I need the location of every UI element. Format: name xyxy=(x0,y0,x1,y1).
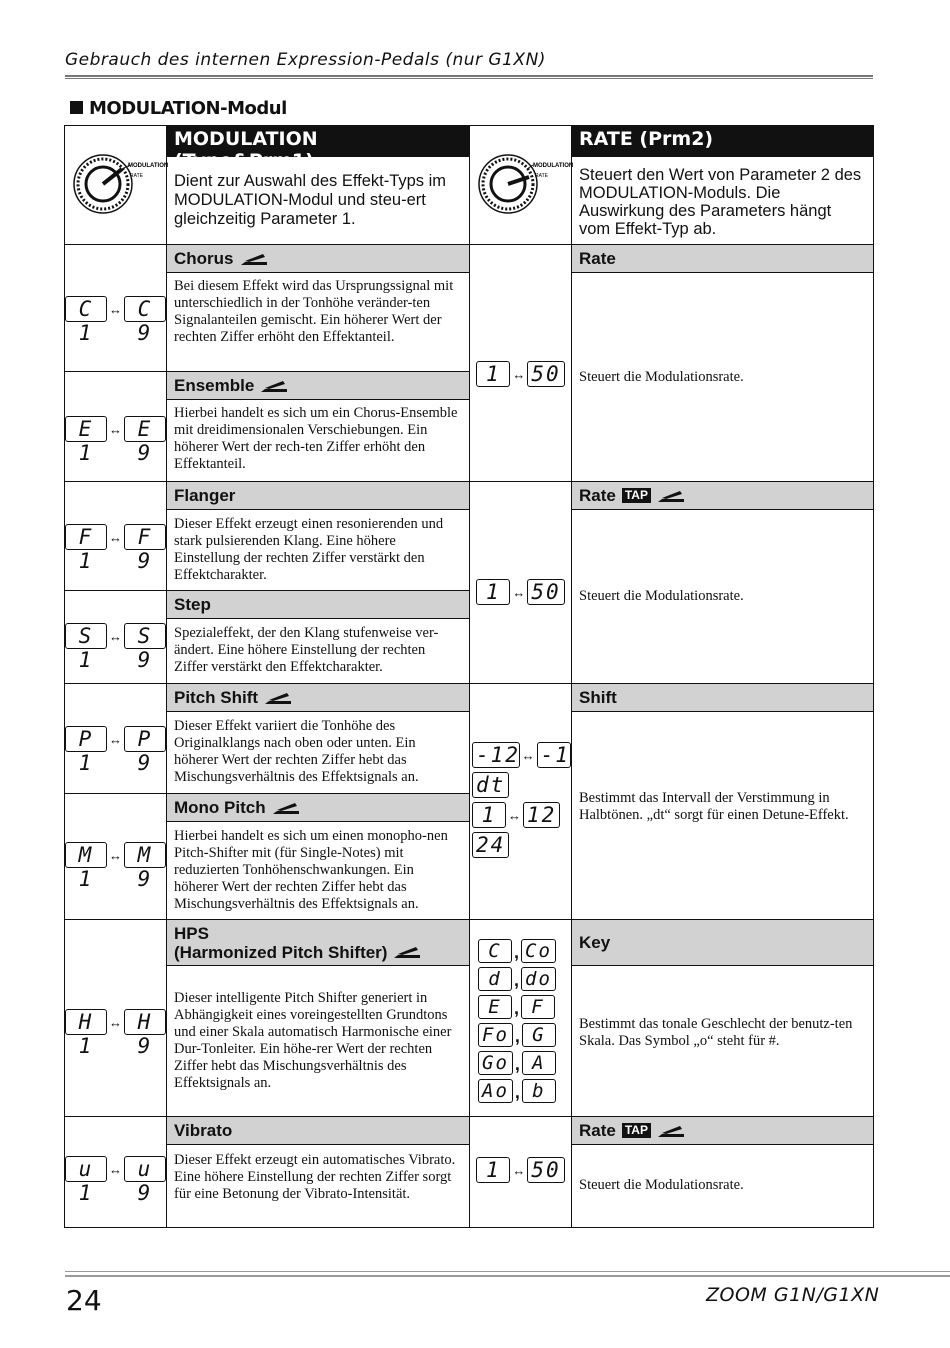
effect-desc-step: Spezialeffekt, der den Klang stufenweise ver-ändert. Eine höhere Einstellung der rechten Ziffer verstärkt den Effektcharakter. xyxy=(174,625,439,675)
svg-text:RATE: RATE xyxy=(130,173,143,179)
section-heading: MODULATION-Modul xyxy=(70,98,287,119)
pedal-icon xyxy=(656,488,686,504)
key-row: E , F xyxy=(478,995,571,1019)
footer-rule xyxy=(65,1271,950,1272)
effect-range-ensemble: E 1 ↔ E 9 xyxy=(65,416,166,442)
key-row: Ao , b xyxy=(478,1079,571,1103)
param-key-list xyxy=(472,939,571,1103)
svg-text:MODULATION: MODULATION xyxy=(533,163,574,169)
header-rule xyxy=(65,75,873,77)
key-row: C , Co xyxy=(478,939,571,963)
double-arrow-icon: ↔ xyxy=(109,421,122,437)
svg-text:RATE: RATE xyxy=(535,173,548,179)
param-desc-shift: Bestimmt das Intervall der Verstimmung in Halbtönen. „dt“ sorgt für einen Detune-Effekt. xyxy=(579,790,849,823)
key-row: d , do xyxy=(478,967,571,991)
effect-name-ensemble: Ensemble xyxy=(167,372,469,400)
effect-name-step: Step xyxy=(167,591,469,619)
pedal-icon xyxy=(263,690,293,706)
double-arrow-icon: ↔ xyxy=(521,747,535,763)
svg-text:MODULATION: MODULATION xyxy=(128,163,169,169)
pedal-icon xyxy=(259,378,289,394)
double-arrow-icon: ↔ xyxy=(109,529,122,545)
key-row: Fo , G xyxy=(478,1023,571,1047)
double-arrow-icon: ↔ xyxy=(512,1162,526,1178)
double-arrow-icon: ↔ xyxy=(512,366,526,382)
rate-knob-icon xyxy=(477,153,574,215)
footer-brand: ZOOM G1N/G1XN xyxy=(706,1284,880,1306)
effect-range-hps: H 1 ↔ H 9 xyxy=(65,1009,166,1035)
header-rule-thin xyxy=(65,78,873,79)
effect-desc-vibrato: Dieser Effekt erzeugt ein automatisches Vibrato. Eine höhere Einstellung der rechten Ziffer sorgt für eine Betonung der Vibrato-Intensität. xyxy=(174,1152,456,1202)
col-left-desc: Dient zur Auswahl des Effekt-Typs im MODULATION-Modul und steu-ert gleichzeitig Parameter 1. xyxy=(174,172,447,228)
pedal-icon xyxy=(271,800,301,816)
double-arrow-icon: ↔ xyxy=(508,807,521,823)
tap-badge: TAP xyxy=(622,488,651,503)
param-desc-key: Bestimmt das tonale Geschlecht der benutz-ten Skala. Das Symbol „o“ steht für #. xyxy=(579,1016,853,1049)
param-desc-rate-3: Steuert die Modulationsrate. xyxy=(579,1177,744,1193)
double-arrow-icon: ↔ xyxy=(109,628,122,644)
param-range-rate: 1 ↔ 50 xyxy=(470,360,571,388)
effect-range-flanger: F 1 ↔ F 9 xyxy=(65,524,166,550)
param-desc-rate-2: Steuert die Modulationsrate. xyxy=(579,588,744,604)
param-desc-rate: Steuert die Modulationsrate. xyxy=(579,369,744,385)
key-row: Go , A xyxy=(478,1051,571,1075)
effect-name-vibrato: Vibrato xyxy=(167,1117,469,1145)
effect-desc-flanger: Dieser Effekt erzeugt einen resonierenden und stark pulsierenden Klang. Eine höhere Einstellung der rechten Ziffer verstärkt den Effektcharakter. xyxy=(174,516,444,583)
double-arrow-icon: ↔ xyxy=(109,731,122,747)
effect-desc-hps: Dieser intelligente Pitch Shifter generiert in Abhängigkeit eines voreingestellten Grundtons und einer Skala automatisch Harmonische einer Dur-Tonleiter. Ein höhe-rer Wert der rechten Ziffer hebt das Mischungsverhältnis des Effektsignals an. xyxy=(174,990,452,1091)
effect-range-pitch-shift: P 1 ↔ P 9 xyxy=(65,726,166,752)
bullet-square-icon xyxy=(70,101,83,114)
effect-range-step: S 1 ↔ S 9 xyxy=(65,623,166,649)
col-divider-3 xyxy=(571,125,572,1228)
effect-desc-ensemble: Hierbei handelt es sich um ein Chorus-Ensemble mit dreidimensionalen Verschiebungen. Ein höherer Wert der rech-ten Ziffer erhöht den Effektanteil. xyxy=(174,405,458,472)
col-left-title: MODULATION (Type&Prm1) xyxy=(167,126,469,157)
param-name-shift: Shift xyxy=(572,684,873,712)
param-name-rate-tap: Rate TAP xyxy=(572,482,873,510)
col-divider-2 xyxy=(469,125,470,1228)
param-name-key: Key xyxy=(572,920,873,966)
effect-name-hps: HPS (Harmonized Pitch Shifter) xyxy=(167,920,469,966)
param-name-rate-tap-2: Rate TAP xyxy=(572,1117,873,1145)
page-number: 24 xyxy=(66,1284,102,1317)
effect-range-chorus: C 1 ↔ C 9 xyxy=(65,296,166,322)
effect-name-chorus: Chorus xyxy=(167,245,469,273)
param-range-rate-2: 1 ↔ 50 xyxy=(470,578,571,606)
double-arrow-icon: ↔ xyxy=(109,1014,122,1030)
effect-range-mono-pitch: M 1 ↔ M 9 xyxy=(65,842,166,868)
double-arrow-icon: ↔ xyxy=(109,1161,122,1177)
effect-name-flanger: Flanger xyxy=(167,482,469,510)
tap-badge: TAP xyxy=(622,1123,651,1138)
double-arrow-icon: ↔ xyxy=(109,847,122,863)
effect-name-mono-pitch: Mono Pitch xyxy=(167,794,469,822)
effect-desc-pitch-shift: Dieser Effekt variiert die Tonhöhe des Originalklangs nach oben oder unten. Ein höherer Wert der rechten Ziffer hebt das Mischungsverhältnis des Effektsignals an. xyxy=(174,718,419,785)
param-name-rate: Rate xyxy=(572,245,873,273)
effect-desc-chorus: Bei diesem Effekt wird das Ursprungssignal mit unterschiedlich in der Tonhöhe veränder-ten Signalanteilen gemischt. Ein höherer Wert der rechten Ziffer erhöht den Effektanteil. xyxy=(174,278,454,345)
param-range-rate-3: 1 ↔ 50 xyxy=(470,1156,571,1184)
col-right-title: RATE (Prm2) xyxy=(572,126,873,157)
footer-rule-thick xyxy=(65,1275,950,1277)
pedal-icon xyxy=(656,1123,686,1139)
pedal-icon xyxy=(239,251,269,267)
col-right-desc: Steuert den Wert von Parameter 2 des MODULATION-Moduls. Die Auswirkung des Parameters hängt vom Effekt-Typ ab. xyxy=(579,166,862,238)
effect-desc-mono-pitch: Hierbei handelt es sich um einen monopho-nen Pitch-Shifter mit (für Single-Notes) mit reduzierten Tonhöhenschwankungen. Ein höherer Wert der rechten Ziffer hebt das Mischungsverhältnis des Effektsignals an. xyxy=(174,828,448,912)
effect-name-pitch-shift: Pitch Shift xyxy=(167,684,469,712)
pedal-icon xyxy=(392,944,422,960)
double-arrow-icon: ↔ xyxy=(109,301,122,317)
param-range-shift: -12 ↔ -1 dt 1 ↔ 12 24 xyxy=(472,742,571,858)
running-header: Gebrauch des internen Expression-Pedals (nur G1XN) xyxy=(65,50,546,70)
modulation-knob-icon xyxy=(72,153,169,215)
effect-range-vibrato: u 1 ↔ u 9 xyxy=(65,1156,166,1182)
double-arrow-icon: ↔ xyxy=(512,584,526,600)
